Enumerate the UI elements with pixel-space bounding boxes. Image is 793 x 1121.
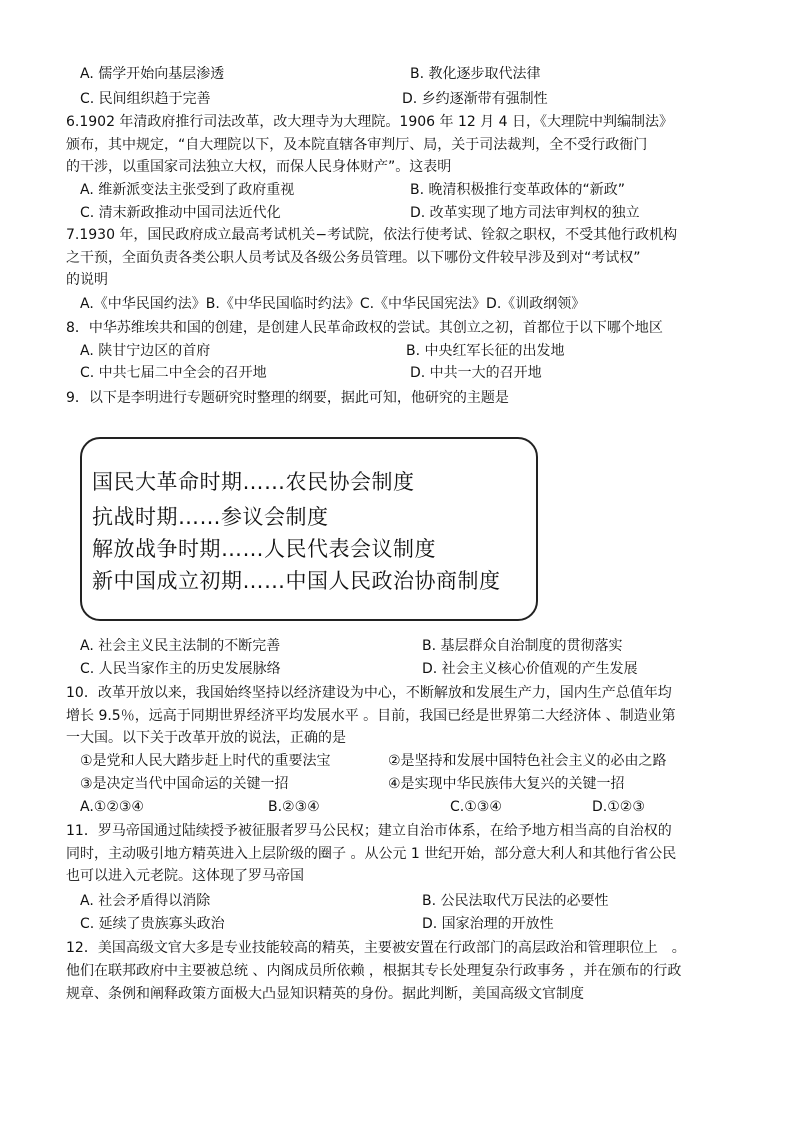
q10-stem-line-2: 增长 9.5％，远高于同期世界经济平均发展水平 。目前，我国已经是世界第二大经济体 、制造业第 [66, 708, 676, 724]
q10-option-a: A.①②③④ [80, 799, 144, 815]
q9-outline-box [80, 437, 538, 621]
q6-stem-line-1: 6.1902 年清政府推行司法改革，改大理寺为大理院。1906 年 12 月 4 日，《大理院中判编制法》 [66, 114, 674, 130]
q9-box-line-4: 新中国成立初期……中国人民政治协商制度 [92, 569, 501, 593]
q11-stem-line-1: 11．罗马帝国通过陆续授予被征服者罗马公民权；建立自治市体系，在给予地方相当高的自治权的 [66, 823, 672, 839]
q6-stem-line-3: 的干涉，以重国家司法独立大权，而保人民身体财产”。这表明 [66, 159, 452, 175]
q6-option-b: B. 晚清积极推行变革政体的“新政” [410, 182, 626, 198]
q12-stem-line-2: 他们在联邦政府中主要被总统 、内阁成员所依赖 ，根据其专长处理复杂行政事务 ，并在颁布的行政 [66, 963, 682, 979]
q8-option-d: D. 中共一大的召开地 [410, 365, 542, 381]
q11-option-d: D. 国家治理的开放性 [422, 916, 554, 932]
q9-box-line-1: 国民大革命时期……农民协会制度 [92, 470, 415, 494]
q11-option-c: C. 延续了贵族寡头政治 [80, 916, 225, 932]
q8-option-c: C. 中共七届二中全会的召开地 [80, 365, 267, 381]
q11-option-b: B. 公民法取代万民法的必要性 [422, 893, 609, 909]
q10-stem-line-1: 10．改革开放以来，我国始终坚持以经济建设为中心，不断解放和发展生产力，国内生产总值年均 [66, 685, 672, 701]
q11-option-a: A. 社会矛盾得以消除 [80, 893, 211, 909]
q12-stem-line-1: 12．美国高级文官大多是专业技能较高的精英，主要被安置在行政部门的高层政治和管理职位上 。 [66, 940, 686, 956]
q9-option-c: C. 人民当家作主的历史发展脉络 [80, 661, 281, 677]
q10-statement-1: ①是党和人民大踏步赶上时代的重要法宝 [80, 753, 331, 769]
q10-option-d: D.①②③ [592, 799, 645, 815]
q5-option-b: B. 教化逐步取代法律 [410, 66, 541, 82]
q9-option-b: B. 基层群众自治制度的贯彻落实 [422, 638, 623, 654]
q9-box-line-3: 解放战争时期……人民代表会议制度 [92, 537, 436, 561]
q7-stem-line-3: 的说明 [66, 272, 108, 288]
q6-option-a: A. 维新派变法主张受到了政府重视 [80, 182, 295, 198]
q10-statement-4: ④是实现中华民族伟大复兴的关键一招 [388, 776, 625, 792]
q5-option-d: D. 乡约逐渐带有强制性 [402, 91, 548, 107]
q9-stem: 9．以下是李明进行专题研究时整理的纲要，据此可知，他研究的主题是 [66, 390, 509, 406]
q11-stem-line-3: 也可以进入元老院。这体现了罗马帝国 [66, 868, 304, 884]
q7-options: A.《中华民国约法》B.《中华民国临时约法》C.《中华民国宪法》D.《训政纲领》 [80, 296, 586, 312]
q6-stem-line-2: 颁布，其中规定，“自大理院以下，及本院直辖各审判厅、局，关于司法裁判，全不受行政衙门 [66, 137, 648, 153]
q10-option-c: C.①③④ [450, 799, 502, 815]
q11-stem-line-2: 同时，主动吸引地方精英进入上层阶级的圈子 。从公元 1 世纪开始，部分意大利人和其他行省公民 [66, 846, 677, 862]
q6-option-c: C. 清末新政推动中国司法近代化 [80, 205, 281, 221]
q10-option-b: B.②③④ [268, 799, 320, 815]
q9-box-line-2: 抗战时期……参议会制度 [92, 505, 329, 529]
q9-option-d: D. 社会主义核心价值观的产生发展 [422, 661, 638, 677]
q10-stem-line-3: 一大国。以下关于改革开放的说法，正确的是 [66, 730, 346, 746]
q7-stem-line-1: 7.1930 年，国民政府成立最高考试机关−考试院，依法行使考试、铨叙之职权，不受其他行政机构 [66, 227, 678, 243]
q8-option-a: A. 陕甘宁边区的首府 [80, 343, 211, 359]
q8-stem: 8．中华苏维埃共和国的创建，是创建人民革命政权的尝试。其创立之初，首都位于以下哪个地区 [66, 320, 663, 336]
q9-option-a: A. 社会主义民主法制的不断完善 [80, 638, 281, 654]
q8-option-b: B. 中央红军长征的出发地 [406, 343, 565, 359]
q7-stem-line-2: 之干预，全面负责各类公职人员考试及各级公务员管理。以下哪份文件较早涉及到对“考试权” [66, 250, 641, 266]
q6-option-d: D. 改革实现了地方司法审判权的独立 [410, 205, 640, 221]
q10-statement-2: ②是坚持和发展中国特色社会主义的必由之路 [388, 753, 667, 769]
q5-option-c: C. 民间组织趋于完善 [80, 91, 211, 107]
q5-option-a: A. 儒学开始向基层渗透 [80, 66, 225, 82]
q12-stem-line-3: 规章、条例和阐释政策方面极大凸显知识精英的身份。据此判断，美国高级文官制度 [66, 986, 584, 1002]
q10-statement-3: ③是决定当代中国命运的关键一招 [80, 776, 289, 792]
